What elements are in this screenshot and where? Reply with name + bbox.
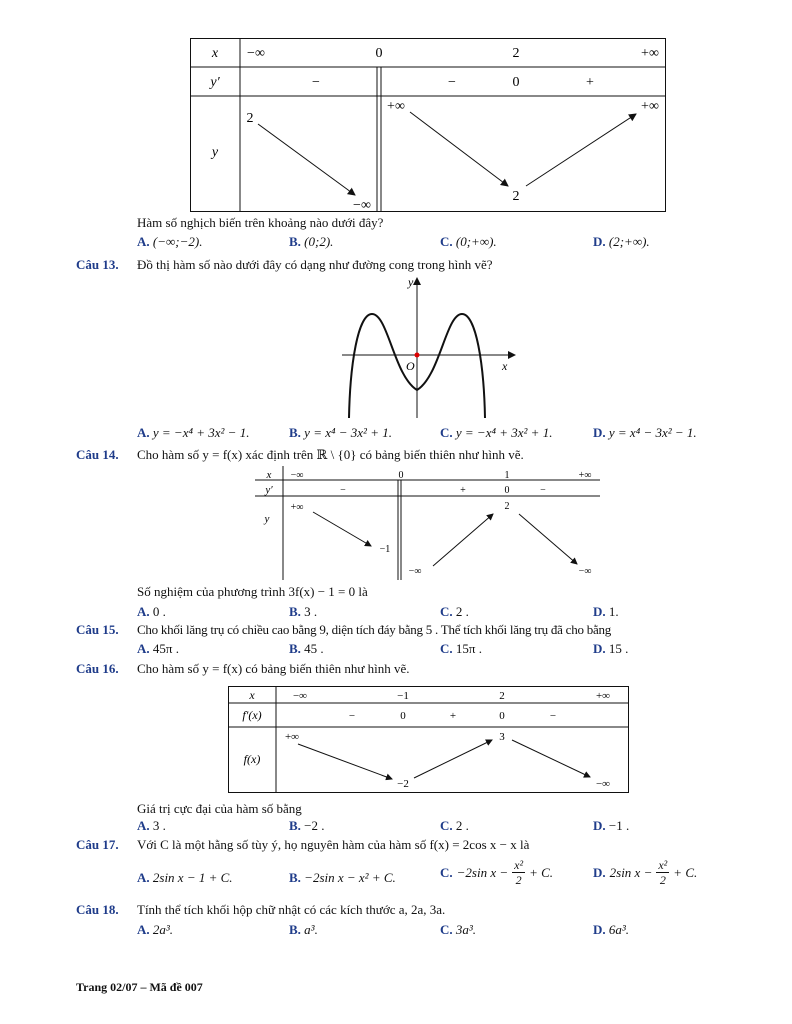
q13-option-c[interactable] (440, 425, 552, 441)
q17-question: Với C là một hằng số tùy ý, họ nguyên hàm của hàm số f(x) = 2cos x − x là (137, 837, 530, 852)
q14-y-val: −∞ (408, 566, 422, 577)
q12-x-val: +∞ (641, 46, 659, 61)
q14-x-val: +∞ (578, 470, 592, 481)
q12-question: Hàm số nghịch biến trên khoảng nào dưới đây? (137, 215, 384, 230)
q16-yp-val: 0 (400, 710, 406, 722)
q14-row-x: x (266, 469, 272, 481)
option-text: (2;+∞). (608, 234, 650, 249)
page-footer: Trang 02/07 – Mã đề 007 (76, 980, 203, 994)
q14-y-val: −1 (379, 544, 391, 555)
option-text: 2a³. (152, 922, 174, 937)
q12-option-c[interactable] (440, 234, 497, 250)
q16-x-val: 2 (499, 690, 505, 702)
option-label: C. (440, 234, 453, 249)
option-text: −2 . (304, 818, 325, 833)
option-text: 2sin x − (609, 864, 653, 880)
q14-option-c[interactable] (440, 604, 469, 620)
option-text: 15 . (608, 641, 629, 656)
q12-row-x: x (211, 46, 219, 61)
q14-y-val: 2 (504, 501, 510, 512)
q16-prompt: Giá trị cực đại của hàm số bằng (137, 801, 302, 816)
q12-yp-val: − (312, 75, 320, 90)
q17-option-c[interactable] (440, 858, 553, 887)
q14-label: Câu 14. (76, 447, 119, 462)
q14-arrow (519, 514, 577, 564)
q15-question: Cho khối lăng trụ có chiều cao bằng 9, diện tích đáy bằng 5 . Thể tích khối lăng trụ đã cho bằng (137, 622, 611, 637)
option-text: 3a³. (455, 922, 477, 937)
q13-question: Đồ thị hàm số nào dưới đây có dạng như đường cong trong hình vẽ? (137, 257, 493, 272)
q12-y-val: +∞ (641, 99, 659, 114)
fraction (656, 858, 669, 887)
q18-label: Câu 18. (76, 902, 119, 917)
q12-y-val: −∞ (353, 198, 371, 213)
option-label: B. (289, 818, 301, 833)
q14-y-val: +∞ (290, 502, 304, 513)
option-label: C. (440, 922, 453, 937)
q12-arrow (526, 114, 636, 186)
option-label: D. (593, 864, 606, 880)
q16-row-y: f(x) (243, 752, 261, 766)
option-text: 3 . (152, 818, 166, 833)
q12-yp-val: − (448, 75, 456, 90)
q16-row-x: x (249, 688, 255, 702)
option-label: A. (137, 870, 150, 885)
option-text: 15π . (455, 641, 482, 656)
option-text: 45 . (304, 641, 324, 656)
q16-arrow (414, 740, 492, 778)
option-text: 2 . (455, 818, 469, 833)
option-label: B. (289, 604, 301, 619)
q12-x-val: −∞ (247, 46, 265, 61)
origin-point (415, 353, 420, 358)
q14-option-b[interactable] (289, 604, 317, 620)
x-axis-label: x (502, 359, 508, 373)
q18-question: Tính thể tích khối hộp chữ nhật có các kích thước a, 2a, 3a. (137, 902, 446, 917)
q18-option-c[interactable] (440, 922, 476, 938)
option-label: C. (440, 641, 453, 656)
option-text: (0;+∞). (455, 234, 497, 249)
q18-option-d[interactable] (593, 922, 629, 938)
option-text: 2sin x − 1 + C. (152, 870, 233, 885)
fraction-denominator: 2 (515, 873, 522, 887)
option-label: C. (440, 864, 453, 880)
option-text: + C. (673, 864, 698, 880)
option-text: −2sin x − x² + C. (304, 870, 396, 885)
q16-y-val: +∞ (284, 731, 300, 743)
q16-arrow (512, 740, 590, 777)
q14-x-val: −∞ (290, 470, 304, 481)
q12-arrow (410, 112, 508, 186)
option-label: C. (440, 604, 453, 619)
option-label: C. (440, 425, 453, 440)
option-label: D. (593, 234, 606, 249)
q12-row-y: y (211, 145, 219, 160)
q14-x-val: 0 (398, 470, 404, 481)
option-text: y = x⁴ − 3x² + 1. (304, 425, 392, 440)
fraction-denominator: 2 (659, 873, 666, 887)
q16-row-yp: f′(x) (242, 708, 262, 722)
q14-variation-table (255, 466, 605, 580)
option-text: 2 . (455, 604, 469, 619)
option-text: 3 . (304, 604, 318, 619)
q13-label: Câu 13. (76, 257, 119, 272)
q16-option-a[interactable] (137, 818, 166, 834)
option-label: D. (593, 922, 606, 937)
q12-x-val: 2 (512, 46, 520, 61)
q14-row-yp: y′ (265, 484, 273, 496)
option-text: −1 . (608, 818, 630, 833)
q16-yp-val: + (449, 710, 457, 722)
q17-option-a[interactable] (137, 870, 233, 886)
option-label: A. (137, 234, 150, 249)
option-text: 0 . (152, 604, 166, 619)
q12-x-val: 0 (375, 46, 383, 61)
q14-yp-val: + (460, 485, 466, 496)
q16-yp-val: − (348, 710, 356, 722)
q14-yp-val: − (340, 485, 346, 496)
q12-arrow (258, 124, 355, 195)
option-text: (0;2). (304, 234, 334, 249)
option-text: a³. (304, 922, 318, 937)
option-text: y = −x⁴ + 3x² − 1. (152, 425, 250, 440)
q13-option-a[interactable] (137, 425, 249, 441)
q13-graph (330, 274, 520, 420)
option-label: C. (440, 818, 453, 833)
q18-option-b[interactable] (289, 922, 318, 938)
q17-option-d[interactable] (593, 858, 697, 887)
option-label: A. (137, 818, 150, 833)
q12-yp-val: + (586, 75, 594, 90)
option-text: 45π . (152, 641, 179, 656)
q15-option-a[interactable] (137, 641, 179, 657)
q12-yp-val: 0 (512, 75, 520, 90)
q16-y-val: −2 (397, 778, 409, 790)
q14-arrow (313, 512, 371, 546)
q16-arrow (298, 744, 392, 779)
q16-option-d[interactable] (593, 818, 629, 834)
q14-option-a[interactable] (137, 604, 166, 620)
option-label: B. (289, 870, 301, 885)
q14-arrow (433, 514, 493, 566)
option-text: y = x⁴ − 3x² − 1. (608, 425, 697, 440)
q12-option-d[interactable] (593, 234, 650, 250)
option-label: B. (289, 234, 301, 249)
q16-variation-table (228, 686, 632, 796)
fraction-numerator: x² (514, 858, 524, 872)
option-label: B. (289, 641, 301, 656)
q14-option-d[interactable] (593, 604, 619, 620)
q15-option-b[interactable] (289, 641, 324, 657)
q17-label: Câu 17. (76, 837, 119, 852)
q12-option-b[interactable] (289, 234, 333, 250)
q15-label: Câu 15. (76, 622, 119, 637)
q16-x-val: −1 (397, 690, 409, 702)
option-text: 6a³. (608, 922, 630, 937)
q13-option-b[interactable] (289, 425, 392, 441)
q13-option-d[interactable] (593, 425, 697, 441)
q16-yp-val: 0 (499, 710, 505, 722)
q16-y-val: 3 (499, 731, 505, 743)
option-text: (−∞;−2). (152, 234, 203, 249)
q16-question: Cho hàm số y = f(x) có bảng biến thiên như hình vẽ. (137, 661, 410, 676)
option-label: D. (593, 818, 606, 833)
q12-option-a[interactable] (137, 234, 202, 250)
option-label: A. (137, 641, 150, 656)
q12-y-val: +∞ (387, 99, 405, 114)
q12-variation-table (190, 38, 670, 214)
fraction (512, 858, 525, 887)
option-text: −2sin x − (456, 864, 509, 880)
q14-x-val: 1 (504, 470, 510, 481)
option-label: B. (289, 922, 301, 937)
q14-y-val: −∞ (578, 566, 592, 577)
q18-option-a[interactable] (137, 922, 173, 938)
q16-label: Câu 16. (76, 661, 119, 676)
option-text: 1. (608, 604, 619, 619)
q14-prompt: Số nghiệm của phương trình 3f(x) − 1 = 0 là (137, 584, 368, 599)
q16-x-val: +∞ (595, 690, 611, 702)
option-label: D. (593, 425, 606, 440)
option-text: y = −x⁴ + 3x² + 1. (455, 425, 553, 440)
option-label: D. (593, 604, 606, 619)
q14-yp-val: − (540, 485, 546, 496)
q17-option-b[interactable] (289, 870, 396, 886)
option-label: A. (137, 922, 150, 937)
q15-option-c[interactable] (440, 641, 482, 657)
q15-option-d[interactable] (593, 641, 628, 657)
origin-label: O (406, 359, 415, 373)
q14-yp-val: 0 (504, 485, 510, 496)
q12-y-val: 2 (512, 189, 520, 204)
fraction-numerator: x² (658, 858, 668, 872)
option-label: B. (289, 425, 301, 440)
q16-option-b[interactable] (289, 818, 325, 834)
q14-row-y: y (264, 513, 270, 525)
q12-y-val: 2 (246, 111, 254, 126)
q16-yp-val: − (549, 710, 557, 722)
q16-y-val: −∞ (595, 778, 611, 790)
q16-x-val: −∞ (292, 690, 308, 702)
option-label: D. (593, 641, 606, 656)
q12-row-yp: y′ (210, 75, 220, 90)
q14-question: Cho hàm số y = f(x) xác định trên ℝ \ {0} có bảng biến thiên như hình vẽ. (137, 447, 524, 462)
y-axis-label: y (408, 275, 414, 289)
option-label: A. (137, 604, 150, 619)
option-label: A. (137, 425, 150, 440)
option-text: + C. (529, 864, 554, 880)
q16-option-c[interactable] (440, 818, 469, 834)
